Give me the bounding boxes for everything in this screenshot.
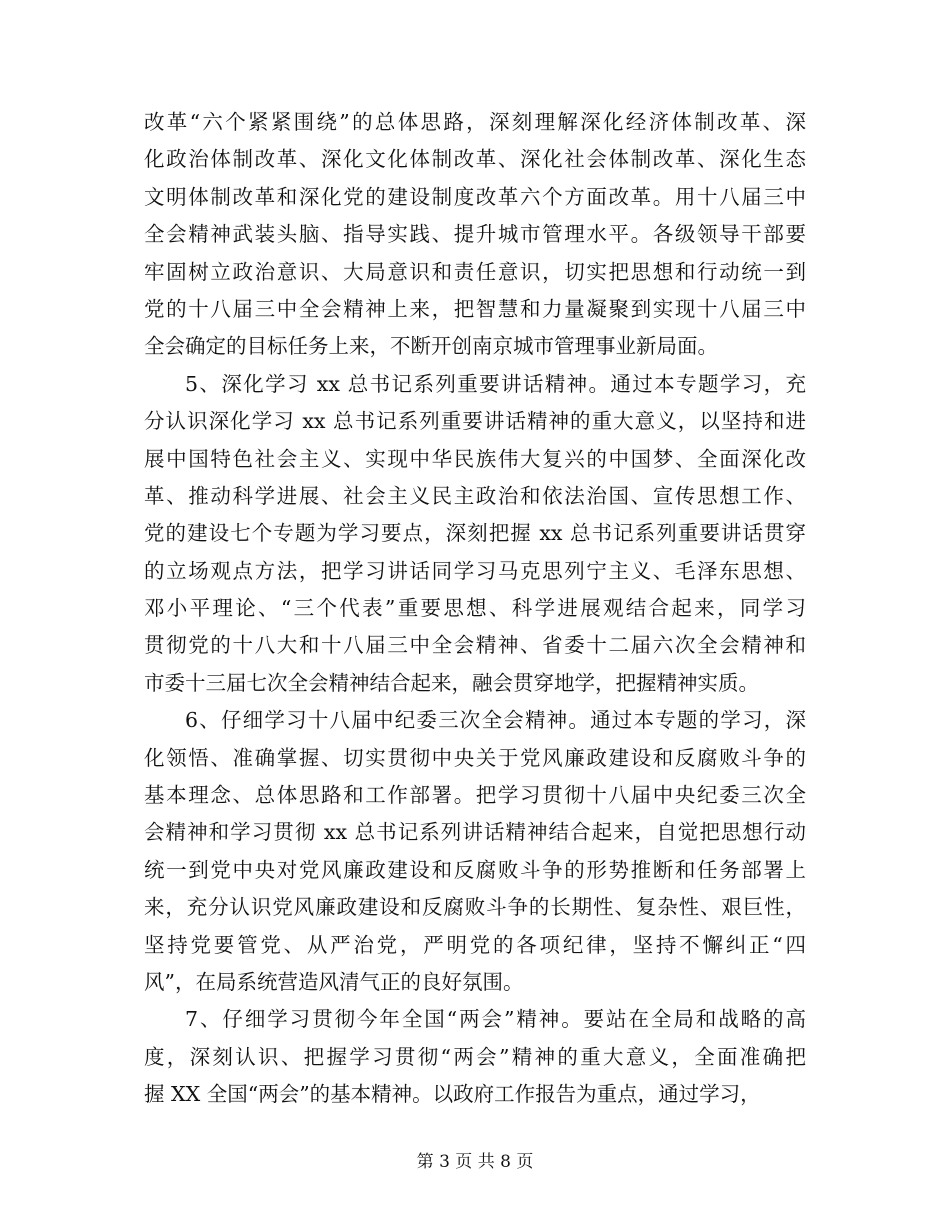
paragraph <box>144 104 806 366</box>
text-line: 来，充分认识党风廉政建设和反腐败斗争的长期性、复杂性、艰巨性， <box>144 895 806 920</box>
page-footer: 第 3 页 共 8 页 <box>416 1152 534 1172</box>
body-text <box>144 104 806 1114</box>
text-line: 全会确定的目标任务上来，不断开创南京城市管理事业新局面。 <box>144 334 718 359</box>
text-line: 党的十八届三中全会精神上来，把智慧和力量凝聚到实现十八届三中 <box>144 296 806 321</box>
text-line: 握 XX 全国“两会”的基本精神。以政府工作报告为重点，通过学习， <box>144 1082 761 1107</box>
text-line: 党的建设七个专题为学习要点，深刻把握 xx 总书记系列重要讲话贯穿 <box>144 521 806 546</box>
text-line: 文明体制改革和深化党的建设制度改革六个方面改革。用十八届三中 <box>144 184 806 209</box>
text-line: 5、深化学习 xx 总书记系列重要讲话精神。通过本专题学习，充 <box>185 371 806 396</box>
text-line: 革、推动科学进展、社会主义民主政治和依法治国、宣传思想工作、 <box>144 483 806 508</box>
text-line: 牢固树立政治意识、大局意识和责任意识，切实把思想和行动统一到 <box>144 259 806 284</box>
text-line: 全会精神武装头脑、指导实践、提升城市管理水平。各级领导干部要 <box>144 222 806 247</box>
text-line: 邓小平理论、“三个代表”重要思想、科学进展观结合起来，同学习 <box>144 596 806 621</box>
text-line: 6、仔细学习十八届中纪委三次全会精神。通过本专题的学习，深 <box>185 708 806 733</box>
paragraph <box>144 702 806 1001</box>
text-line: 化领悟、准确掌握、切实贯彻中央关于党风廉政建设和反腐败斗争的 <box>144 745 806 770</box>
text-line: 改革“六个紧紧围绕”的总体思路，深刻理解深化经济体制改革、深 <box>144 110 806 134</box>
text-line: 基本理念、总体思路和工作部署。把学习贯彻十八届中央纪委三次全 <box>144 783 806 808</box>
text-line: 的立场观点方法，把学习讲话同学习马克思列宁主义、毛泽东思想、 <box>144 558 806 583</box>
text-line: 会精神和学习贯彻 xx 总书记系列讲话精神结合起来，自觉把思想行动 <box>144 820 806 845</box>
text-line: 度，深刻认识、把握学习贯彻“两会”精神的重大意义，全面准确把 <box>144 1044 806 1069</box>
text-line: 坚持党要管党、从严治党，严明党的各项纪律，坚持不懈纠正“四 <box>144 932 806 957</box>
text-line: 化政治体制改革、深化文化体制改革、深化社会体制改革、深化生态 <box>144 147 806 172</box>
text-line: 展中国特色社会主义、实现中华民族伟大复兴的中国梦、全面深化改 <box>144 446 806 471</box>
paragraph <box>144 1001 806 1113</box>
text-line: 7、仔细学习贯彻今年全国“两会”精神。要站在全局和战略的高 <box>185 1007 806 1032</box>
text-line: 统一到党中央对党风廉政建设和反腐败斗争的形势推断和任务部署上 <box>144 857 806 882</box>
text-line: 分认识深化学习 xx 总书记系列重要讲话精神的重大意义，以坚持和进 <box>144 409 806 434</box>
paragraph <box>144 366 806 703</box>
text-line: 风”，在局系统营造风清气正的良好氛围。 <box>144 969 524 994</box>
text-line: 贯彻党的十八大和十八届三中全会精神、省委十二届六次全会精神和 <box>144 633 806 658</box>
text-line: 市委十三届七次全会精神结合起来，融会贯穿地学，把握精神实质。 <box>144 670 759 695</box>
